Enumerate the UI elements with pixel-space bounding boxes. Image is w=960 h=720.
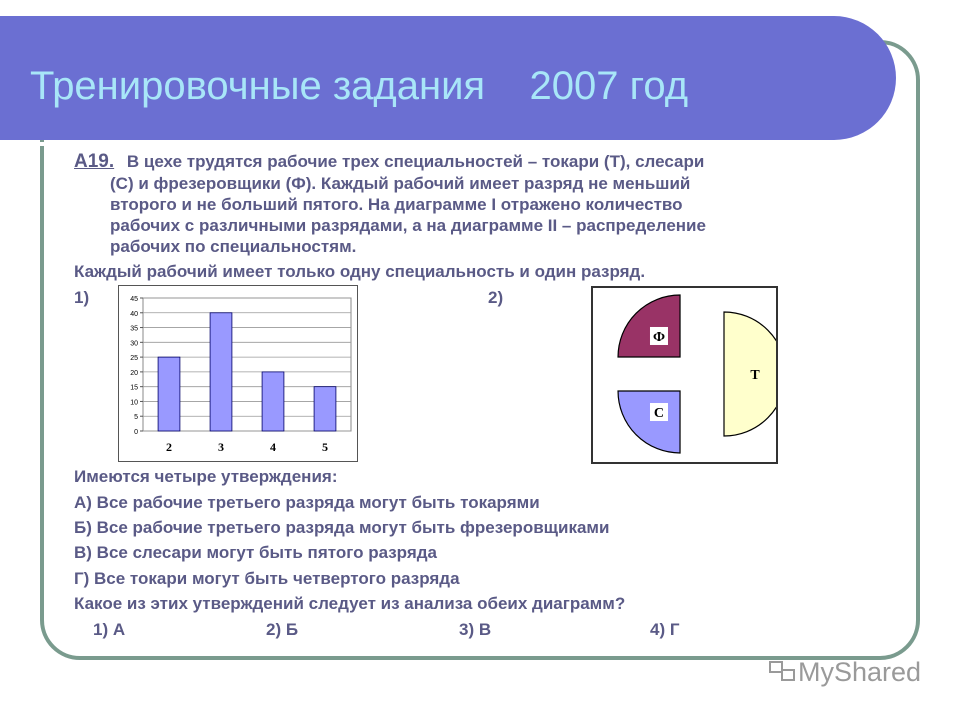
title-rule bbox=[0, 142, 848, 146]
answer-2: 2) Б bbox=[266, 620, 299, 639]
watermark bbox=[768, 657, 921, 688]
figure-2-label: 2) bbox=[488, 288, 504, 307]
y-tick-label: 15 bbox=[130, 384, 138, 392]
answer-3: 3) В bbox=[459, 620, 492, 639]
bar bbox=[210, 313, 232, 431]
pie-slice bbox=[618, 295, 680, 357]
question-line-1: В цехе трудятся рабочие трех специальностей – токари (Т), слесари bbox=[126, 152, 705, 171]
y-tick-label: 0 bbox=[134, 429, 138, 436]
statement-b: Б) Все рабочие третьего разряда могут быть фрезеровщиками bbox=[74, 518, 610, 537]
question-number: А19. bbox=[74, 151, 115, 172]
question-number-line bbox=[74, 151, 704, 173]
x-tick-label: 5 bbox=[322, 440, 328, 454]
question-line-3: второго и не больший пятого. На диаграмме I отражено количество bbox=[110, 195, 683, 214]
y-tick-label: 25 bbox=[130, 355, 138, 363]
y-tick-label: 10 bbox=[130, 399, 138, 407]
answer-4: 4) Г bbox=[650, 620, 680, 639]
bar bbox=[262, 372, 284, 431]
watermark-logo-icon bbox=[768, 660, 798, 684]
figure-1-label: 1) bbox=[74, 288, 90, 307]
bar bbox=[158, 357, 180, 431]
y-tick-label: 5 bbox=[134, 414, 138, 422]
pie-label: Ф bbox=[652, 329, 666, 345]
watermark-text: MyShared bbox=[798, 657, 922, 687]
question-line-2: (С) и фрезеровщики (Ф). Каждый рабочий имеет разряд не меньший bbox=[110, 174, 691, 193]
answer-1: 1) А bbox=[93, 620, 126, 639]
y-tick-label: 30 bbox=[130, 340, 138, 348]
question-note: Каждый рабочий имеет только одну специальность и один разряд. bbox=[74, 262, 646, 281]
pie-chart-specialties bbox=[591, 286, 778, 464]
bar bbox=[314, 387, 336, 431]
title-banner bbox=[0, 16, 896, 140]
statement-g: Г) Все токари могут быть четвертого разряда bbox=[74, 569, 460, 588]
bar-chart-ranks bbox=[118, 285, 358, 462]
statements-intro: Имеются четыре утверждения: bbox=[74, 467, 338, 486]
y-tick-label: 20 bbox=[130, 369, 138, 377]
y-tick-label: 45 bbox=[130, 296, 138, 303]
statement-a: А) Все рабочие третьего разряда могут быть токарями bbox=[74, 493, 540, 512]
y-tick-label: 35 bbox=[130, 325, 138, 333]
pie-slice bbox=[618, 391, 680, 453]
x-tick-label: 4 bbox=[270, 440, 276, 454]
pie-label: Т bbox=[750, 368, 760, 383]
question-line-4: рабочих с различными разрядами, а на диаграмме II – распределение bbox=[110, 216, 706, 235]
question-prompt: Какое из этих утверждений следует из анализа обеих диаграмм? bbox=[74, 594, 626, 613]
pie-label: С bbox=[653, 406, 665, 422]
x-tick-label: 3 bbox=[218, 440, 224, 454]
question-line-5: рабочих по специальностям. bbox=[110, 237, 357, 256]
slide-title: Тренировочные задания 2007 год bbox=[30, 64, 689, 108]
x-tick-label: 2 bbox=[166, 440, 172, 454]
y-tick-label: 40 bbox=[130, 310, 138, 318]
statement-v: В) Все слесари могут быть пятого разряда bbox=[74, 543, 438, 562]
